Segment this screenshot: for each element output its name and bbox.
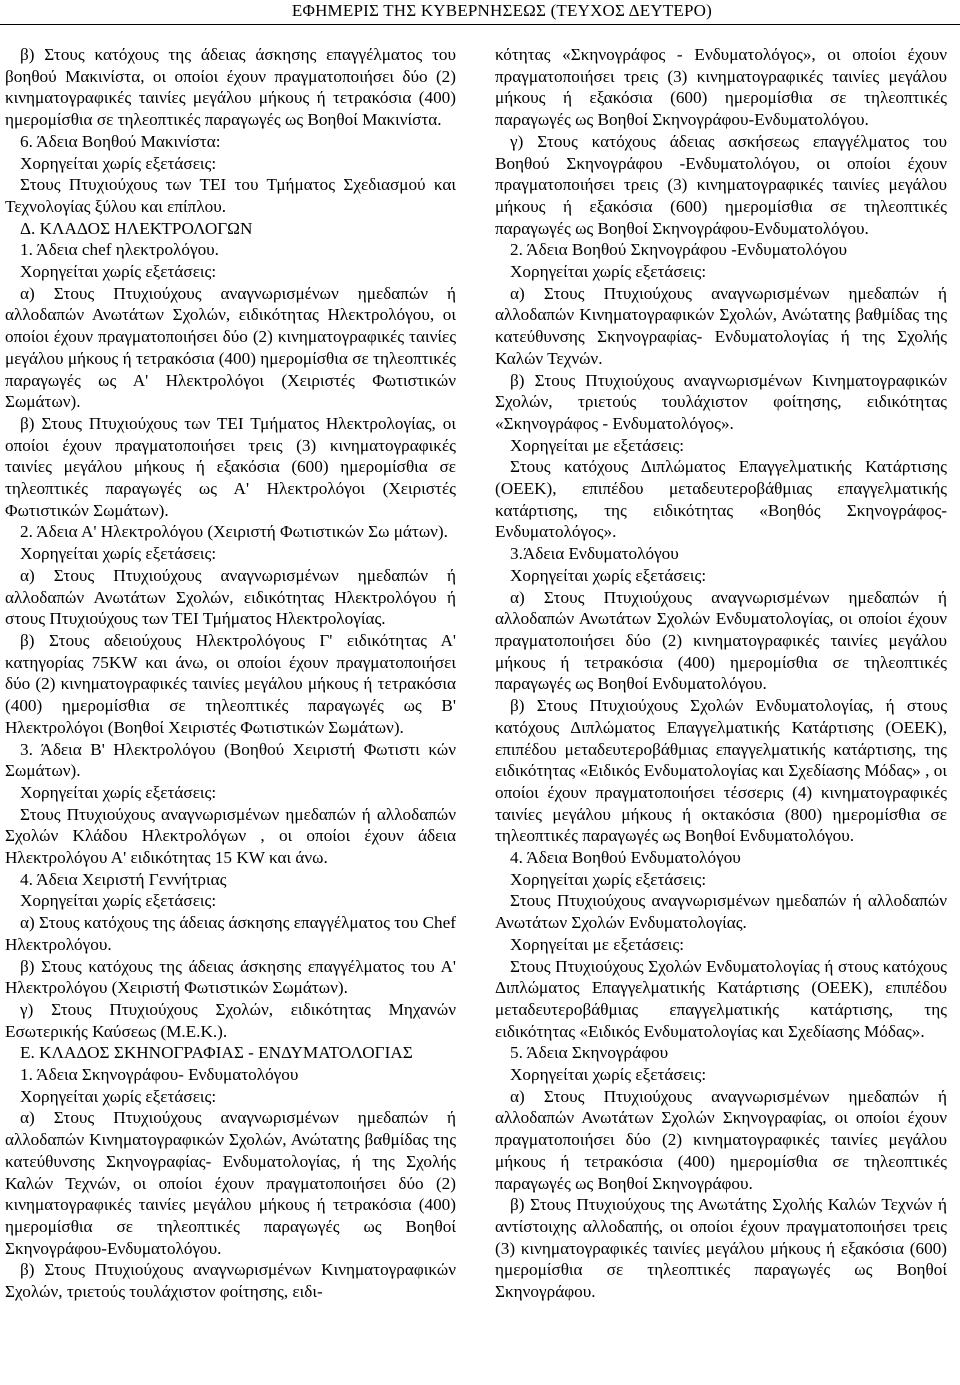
section-heading: 3. Άδεια Β' Ηλεκτρολόγου (Βοηθού Χειριστή Φωτιστι κών Σωμάτων). (5, 739, 456, 781)
paragraph: α) Στους Πτυχιούχους αναγνωρισμένων ημεδαπών ή αλλοδαπών Κινηματογραφικών Σχολών, Ανώτατης βαθμίδας της κατεύθυνσης Σκηνογραφίας- Ενδυματολογίας, ή της Σχολής Καλών Τεχνών, οι οποίοι έχουν πραγματοποιήσει δύο (2) κινηματογραφικές ταινίες μεγάλου μήκους ή τετρακόσια (400) ημερομίσθια σε τηλεοπτικές παραγωγές ως Βοηθοί Σκηνογράφου-Ενδυματολόγου. (5, 1108, 456, 1258)
paragraph: Χορηγείται χωρίς εξετάσεις: (510, 565, 707, 585)
header-rule (0, 24, 960, 25)
page-header (0, 0, 960, 26)
paragraph: Χορηγείται με εξετάσεις: (510, 934, 684, 954)
paragraph: Χορηγείται χωρίς εξετάσεις: (20, 153, 217, 173)
paragraph: Στους Πτυχιούχους των ΤΕΙ του Τμήματος Σχεδιασμού και Τεχνολογίας ξύλου και επίπλου. (5, 175, 456, 216)
chapter-heading: Ε. ΚΛΑΔΟΣ ΣΚΗΝΟΓΡΑΦΙΑΣ - ΕΝΔΥΜΑΤΟΛΟΓΙΑΣ (20, 1043, 413, 1063)
paragraph: α) Στους Πτυχιούχους αναγνωρισμένων ημεδαπών ή αλλοδαπών Κινηματογραφικών Σχολών, Ανώτατης βαθμίδας της κατεύθυνσης Σκηνογραφίας- Ενδυματολογίας ή της Σχολής Καλών Τεχνών. (495, 283, 947, 368)
paragraph: Χορηγείται χωρίς εξετάσεις: (20, 544, 217, 564)
paragraph: α) Στους Πτυχιούχους αναγνωρισμένων ημεδαπών ή αλλοδαπών Ανωτάτων Σχολών Σκηνογραφίας, οι οποίοι έχουν πραγματοποιήσει δύο (2) κινηματογραφικές ταινίες μεγάλου μήκους ή τετρακόσια (400) ημερομίσθια σε τηλεοπτικές παραγωγές ως Βοηθοί Σκηνογράφου. (495, 1086, 947, 1193)
paragraph: Χορηγείται χωρίς εξετάσεις: (20, 1086, 217, 1106)
paragraph: Στους Πτυχιούχους αναγνωρισμένων ημεδαπών ή αλλοδαπών Σχολών Κλάδου Ηλεκτρολόγων , οι οποίοι έχουν άδεια Ηλεκτρολόγου Α' ειδικότητας 15 KW και άνω. (5, 804, 456, 868)
paragraph: α) Στους Πτυχιούχους αναγνωρισμένων ημεδαπών ή αλλοδαπών Ανωτάτων Σχολών Ενδυματολογίας, οι οποίοι έχουν πραγματοποιήσει δύο (2) κινηματογραφικές ταινίες μεγάλου μήκους ή τετρακόσια (400) ημερομίσθια σε τηλεοπτικές παραγωγές ως Βοηθοί Ενδυματολόγου. (495, 587, 947, 694)
section-heading: 1. Άδεια chef ηλεκτρολόγου. (20, 240, 219, 260)
paragraph: Χορηγείται με εξετάσεις: (510, 435, 684, 455)
paragraph: Χορηγείται χωρίς εξετάσεις: (20, 891, 217, 911)
right-column (495, 44, 947, 1303)
paragraph: Χορηγείται χωρίς εξετάσεις: (510, 1065, 707, 1085)
gazette-title: ΕΦΗΜΕΡΙΣ ΤΗΣ ΚΥΒΕΡΝΗΣΕΩΣ (ΤΕΥΧΟΣ ΔΕΥΤΕΡΟ) (291, 1, 712, 20)
section-heading: 4. Άδεια Βοηθού Ενδυματολόγου (510, 848, 741, 868)
paragraph: β) Στους Πτυχιούχους αναγνωρισμένων Κινηματογραφικών Σχολών, τριετούς τουλάχιστον φοίτησης, ειδι- (5, 1260, 456, 1302)
paragraph: Στους Πτυχιούχους Σχολών Ενδυματολογίας ή στους κατόχους Διπλώματος Επαγγελματικής Κατάρτισης (ΟΕΕΚ), επιπέδου μεταδευτεροβάθμιας επαγγελματικής κατάρτισης, της ειδικότητας «Ειδικός Ενδυματολογίας και Σχεδίασης Μόδας». (495, 956, 947, 1041)
chapter-heading: Δ. ΚΛΑΔΟΣ ΗΛΕΚΤΡΟΛΟΓΩΝ (20, 218, 253, 238)
paragraph: α) Στους κατόχους της άδειας άσκησης επαγγέλματος του Chef Ηλεκτρολόγου. (5, 913, 456, 954)
paragraph: α) Στους Πτυχιούχους αναγνωρισμένων ημεδαπών ή αλλοδαπών Ανωτάτων Σχολών, ειδικότητας Ηλεκτρολόγου, οι οποίοι έχουν πραγματοποιήσει δύο (2) κινηματογραφικές ταινίες μεγάλου μήκους ή τετρακόσια (400) ημερομίσθια σε τηλεοπτικές παραγωγές ως Α' Ηλεκτρολόγοι (Χειριστές Φωτιστικών Σωμάτων). (5, 283, 456, 412)
paragraph: Χορηγείται χωρίς εξετάσεις: (20, 782, 217, 802)
section-heading: 1. Άδεια Σκηνογράφου- Ενδυματολόγου (20, 1065, 299, 1085)
paragraph: α) Στους Πτυχιούχους αναγνωρισμένων ημεδαπών ή αλλοδαπών Ανωτάτων Σχολών, ειδικότητας Ηλεκτρολόγου ή στους Πτυχιούχους των ΤΕΙ Τμήματος Ηλεκτρολογίας. (5, 565, 456, 629)
section-heading: 3.Άδεια Ενδυματολόγου (510, 544, 679, 564)
paragraph: β) Στους αδειούχους Ηλεκτρολόγους Γ' ειδικότητας Α' κατηγορίας 75KW και άνω, οι οποίοι έχουν πραγματοποιήσει δύο (2) κινηματογραφικές ταινίες μεγάλου μήκους ή τετρακόσια (400) ημερομίσθια σε τηλεοπτικές παραγωγές ως Β' Ηλεκτρολόγοι (Βοηθοί Χειριστές Φωτιστικών Σωμάτων). (5, 630, 456, 737)
paragraph: Χορηγείται χωρίς εξετάσεις: (510, 262, 707, 282)
paragraph: γ) Στους κατόχους άδειας ασκήσεως επαγγέλματος του Βοηθού Σκηνογράφου -Ενδυματολόγου, οι οποίοι έχουν πραγματοποιήσει τρεις (3) κινηματογραφικές ταινίες μεγάλου μήκους ή εξακόσια (600) ημερομίσθια σε τηλεοπτικές παραγωγές ως Βοηθοί Σκηνογράφου-Ενδυματολόγου. (495, 131, 947, 238)
section-heading: 2. Άδεια Α' Ηλεκτρολόγου (Χειριστή Φωτιστικών Σω μάτων). (20, 522, 448, 542)
paragraph: κότητας «Σκηνογράφος - Ενδυματολόγος», οι οποίοι έχουν πραγματοποιήσει τρεις (3) κινηματογραφικές ταινίες μεγάλου μήκους ή εξακόσια (600) ημερομίσθια σε τηλεοπτικές παραγωγές ως Βοηθοί Σκηνογράφου-Ενδυματολόγου. (495, 45, 947, 130)
paragraph: Στους κατόχους Διπλώματος Επαγγελματικής Κατάρτισης (ΟΕΕΚ), επιπέδου μεταδευτεροβάθμιας επαγγελματικής κατάρτισης, της ειδικότητας «Βοηθός Σκηνογράφος- Ενδυματολόγος». (495, 457, 947, 542)
paragraph: β) Στους Πτυχιούχους των ΤΕΙ Τμήματος Ηλεκτρολογίας, οι οποίοι έχουν πραγματοποιήσει τρεις (3) κινηματογραφικές ταινίες μεγάλου μήκους ή εξακόσια (600) ημερομίσθια σε τηλεοπτικές παραγωγές ως Α' Ηλεκτρολόγοι (Χειριστές Φωτιστικών Σωμάτων). (5, 413, 456, 520)
section-heading: 4. Άδεια Χειριστή Γεννήτριας (20, 869, 227, 889)
paragraph: β) Στους κατόχους της άδειας άσκησης επαγγέλματος του Α' Ηλεκτρολόγου (Χειριστή Φωτιστικών Σωμάτων). (5, 956, 456, 998)
paragraph: β) Στους Πτυχιούχους της Ανωτάτης Σχολής Καλών Τεχνών ή αντίστοιχης αλλοδαπής, οι οποίοι έχουν πραγματοποιήσει τρεις (3) κινηματογραφικές ταινίες μεγάλου μήκους ή εξακόσια (600) ημερομίσθια σε τηλεοπτικές παραγωγές ως Βοηθοί Σκηνογράφου. (495, 1195, 947, 1302)
section-heading: 5. Άδεια Σκηνογράφου (510, 1043, 669, 1063)
paragraph: Χορηγείται χωρίς εξετάσεις: (20, 262, 217, 282)
section-heading: 2. Άδεια Βοηθού Σκηνογράφου -Ενδυματολόγου (510, 240, 848, 260)
paragraph: β) Στους Πτυχιούχους αναγνωρισμένων Κινηματογραφικών Σχολών, τριετούς τουλάχιστον φοίτησης, ειδικότητας «Σκηνογράφος - Ενδυματολόγος». (495, 370, 947, 433)
paragraph: β) Στους Πτυχιούχους Σχολών Ενδυματολογίας, ή στους κατόχους Διπλώματος Επαγγελματικής Κατάρτισης (ΟΕΕΚ), επιπέδου μεταδευτεροβάθμιας επαγγελματικής κατάρτισης, της ειδικότητας «Ειδικός Ενδυματολογίας και Σχεδίασης Μόδας» , οι οποίοι έχουν πραγματοποιήσει τέσσερις (4) κινηματογραφικές ταινίες μεγάλου μήκους ή οκτακόσια (800) ημερομίσθια σε τηλεοπτικές παραγωγές ως Βοηθοί Ενδυματολόγου. (495, 696, 947, 846)
paragraph: Χορηγείται χωρίς εξετάσεις: (510, 869, 707, 889)
paragraph: β) Στους κατόχους της άδειας άσκησης επαγγέλματος του βοηθού Μακινίστα, οι οποίοι έχουν πραγματοποιήσει δύο (2) κινηματογραφικές ταινίες μεγάλου μήκους ή τετρακόσια (400) ημερομίσθια σε τηλεοπτικές παραγωγές ως Βοηθοί Μακινίστα. (5, 45, 456, 130)
left-column (5, 44, 456, 1303)
section-heading: 6. Άδεια Βοηθού Μακινίστα: (20, 131, 221, 151)
paragraph: Στους Πτυχιούχους αναγνωρισμένων ημεδαπών ή αλλοδαπών Ανωτάτων Σχολών Ενδυματολογίας. (495, 891, 947, 933)
paragraph: γ) Στους Πτυχιούχους Σχολών, ειδικότητας Μηχανών Εσωτερικής Καύσεως (Μ.Ε.Κ.). (5, 999, 456, 1041)
